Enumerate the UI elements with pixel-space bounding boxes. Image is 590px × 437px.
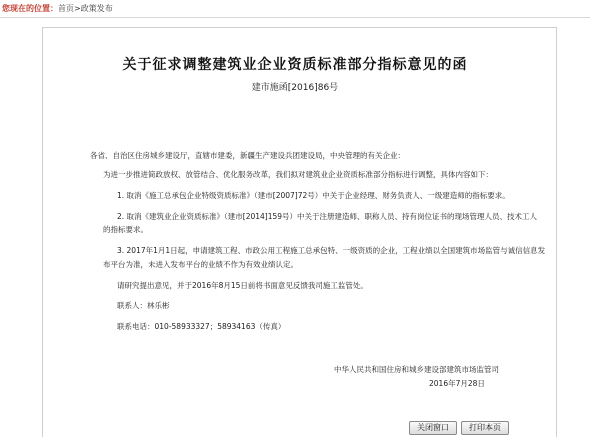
breadcrumb-lead: 您现在的位置： [2, 4, 58, 13]
intro-paragraph: 为进一步推进简政放权、放管结合、优化服务改革，我们拟对建筑业企业资质标准部分指标进行调整，具体内容如下： [103, 170, 493, 179]
close-window-button[interactable]: 关闭窗口 [409, 421, 457, 435]
issue-date: 2016年7月28日 [429, 379, 485, 388]
item-3-line-1: 3. 2017年1月1日起，申请建筑工程、市政公用工程施工总承包特、一级资质的企业，工程业绩以全国建筑市场监管与诚信信息发 [117, 246, 546, 255]
letter-title: 关于征求调整建筑业企业资质标准部分指标意见的函 [122, 57, 468, 73]
header-divider [0, 17, 590, 18]
document-number: 建市施函[2016]86号 [251, 83, 339, 93]
item-2-line-1: 2. 取消《建筑业企业资质标准》（建市[2014]159号）中关于注册建造师、职称人员、持有岗位证书的现场管理人员、技术工人 [117, 212, 538, 221]
item-3-line-2: 布平台为准，未进入发布平台的业绩不作为有效业绩认定。 [103, 260, 298, 269]
item-2-line-2: 的指标要求。 [103, 225, 148, 234]
request-paragraph: 请研究提出意见，并于2016年8月15日前将书面意见反馈我司施工监管处。 [117, 281, 368, 290]
issuer: 中华人民共和国住房和城乡建设部建筑市场监管司 [334, 365, 499, 374]
breadcrumb-path[interactable]: 首页>政策发布 [58, 4, 113, 13]
contact-phone: 联系电话：010-58933327；58934163（传真） [117, 322, 286, 331]
item-1: 1. 取消《施工总承包企业特级资质标准》（建市[2007]72号）中关于企业经理、财务负责人、一级建造师的指标要求。 [117, 191, 510, 200]
print-page-button[interactable]: 打印本页 [461, 421, 509, 435]
contact-person: 联系人：林乐彬 [117, 301, 170, 310]
breadcrumb [2, 3, 113, 15]
salutation: 各省、自治区住房城乡建设厅，直辖市建委，新疆生产建设兵团建设局，中央管理的有关企业： [90, 151, 405, 160]
